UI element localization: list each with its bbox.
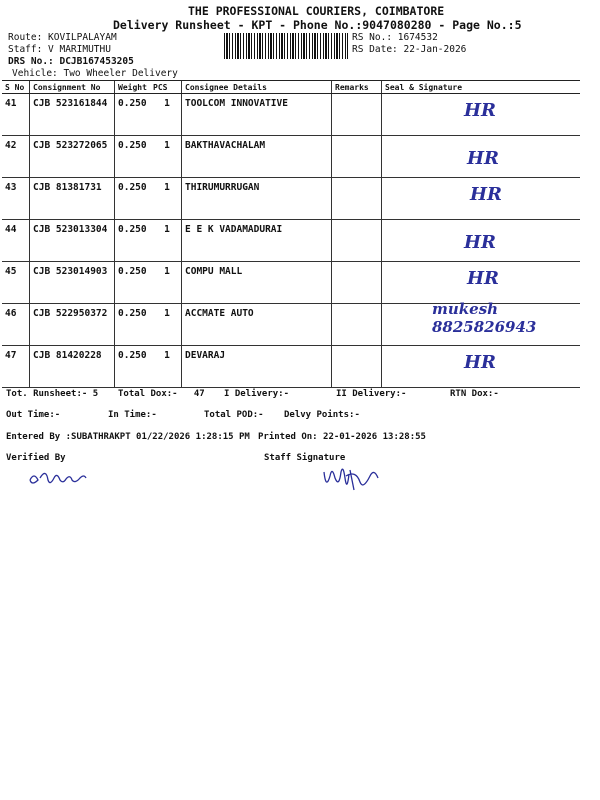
row-consignee: ACCMATE AUTO — [182, 304, 332, 346]
table-row — [2, 262, 580, 304]
vehicle-label: Vehicle: Two Wheeler Delivery — [12, 68, 178, 79]
total-dox: Total Dox:- 47 — [118, 389, 205, 399]
row-weight: 0.250 — [115, 178, 151, 220]
staff-label: Staff: V MARIMUTHU — [8, 44, 111, 55]
route-label: Route: KOVILPALAYAM — [8, 32, 117, 43]
row-weight: 0.250 — [115, 94, 151, 136]
row-consignee: E E K VADAMADURAI — [182, 220, 332, 262]
row-consignee: THIRUMURRUGAN — [182, 178, 332, 220]
row-pcs: 1 — [150, 262, 182, 304]
rtn-dox: RTN Dox:- — [450, 389, 499, 399]
row-consignee: COMPU MALL — [182, 262, 332, 304]
col-pcs: PCS — [150, 81, 182, 94]
table-row — [2, 136, 580, 178]
table-header-row — [2, 81, 580, 94]
total-pod: Total POD:- — [204, 410, 264, 420]
page-title: THE PROFESSIONAL COURIERS, COIMBATORE — [188, 4, 445, 18]
rs-number: RS No.: 1674532 — [352, 32, 438, 43]
row-sno: 46 — [2, 304, 30, 346]
col-consignment: Consignment No — [30, 81, 115, 94]
delivery-signature: HR — [467, 268, 499, 289]
col-remarks: Remarks — [332, 81, 382, 94]
row-sno: 41 — [2, 94, 30, 136]
row-weight: 0.250 — [115, 346, 151, 388]
row-weight: 0.250 — [115, 136, 151, 178]
delivery-signature: HR — [464, 232, 496, 253]
delvy-points: Delvy Points:- — [284, 410, 360, 420]
row-pcs: 1 — [150, 304, 182, 346]
col-consignee: Consignee Details — [182, 81, 332, 94]
ii-delivery: II Delivery:- — [336, 389, 407, 399]
row-consignment: CJB 523014903 — [30, 262, 115, 304]
in-time: In Time:- — [108, 410, 157, 420]
row-seal — [382, 346, 581, 388]
table-row — [2, 178, 580, 220]
delivery-signature: HR — [470, 184, 502, 205]
runsheet-table — [2, 80, 580, 388]
row-seal — [382, 262, 581, 304]
barcode-icon — [224, 33, 348, 59]
row-consignment: CJB 522950372 — [30, 304, 115, 346]
rs-date: RS Date: 22-Jan-2026 — [352, 44, 467, 55]
row-remarks — [332, 262, 382, 304]
row-weight: 0.250 — [115, 220, 151, 262]
row-seal — [382, 94, 581, 136]
row-consignee: TOOLCOM INNOVATIVE — [182, 94, 332, 136]
col-sno: S No — [2, 81, 30, 94]
verified-signature — [26, 466, 126, 490]
row-seal — [382, 300, 581, 346]
row-seal — [382, 220, 581, 262]
delivery-signature: HR — [467, 148, 499, 169]
row-consignment: CJB 523161844 — [30, 94, 115, 136]
row-seal — [382, 136, 581, 178]
verified-by-label: Verified By — [6, 453, 66, 463]
tot-runsheet: Tot. Runsheet:- 5 — [6, 389, 99, 399]
row-remarks — [332, 94, 382, 136]
row-seal — [382, 178, 581, 220]
row-pcs: 1 — [150, 94, 182, 136]
row-remarks — [332, 304, 382, 346]
drs-number: DRS No.: DCJB167453205 — [8, 56, 134, 67]
table-row — [2, 220, 580, 262]
row-sno: 47 — [2, 346, 30, 388]
i-delivery: I Delivery:- — [224, 389, 290, 399]
row-consignment: CJB 81381731 — [30, 178, 115, 220]
row-consignment: CJB 523013304 — [30, 220, 115, 262]
col-seal: Seal & Signature — [382, 81, 581, 94]
table-row — [2, 94, 580, 136]
row-weight: 0.250 — [115, 262, 151, 304]
row-pcs: 1 — [150, 346, 182, 388]
row-remarks — [332, 136, 382, 178]
staff-signature-label: Staff Signature — [264, 453, 346, 463]
entered-by: Entered By :SUBATHRAKPT 01/22/2026 1:28:15 PM — [6, 432, 250, 442]
row-pcs: 1 — [150, 136, 182, 178]
printed-on: Printed On: 22-01-2026 13:28:55 — [258, 432, 426, 442]
row-pcs: 1 — [150, 220, 182, 262]
row-remarks — [332, 178, 382, 220]
runsheet-subtitle: Delivery Runsheet - KPT - Phone No.:9047080280 - Page No.:5 — [113, 18, 522, 32]
delivery-signature: mukesh 8825826943 — [432, 300, 537, 336]
table-row — [2, 304, 580, 346]
row-consignment: CJB 523272065 — [30, 136, 115, 178]
out-time: Out Time:- — [6, 410, 61, 420]
row-sno: 43 — [2, 178, 30, 220]
delivery-signature: HR — [464, 100, 496, 121]
col-weight: Weight — [115, 81, 151, 94]
staff-signature — [320, 462, 390, 498]
row-remarks — [332, 346, 382, 388]
row-consignee: BAKTHAVACHALAM — [182, 136, 332, 178]
row-consignee: DEVARAJ — [182, 346, 332, 388]
table-row — [2, 346, 580, 388]
row-weight: 0.250 — [115, 304, 151, 346]
row-sno: 42 — [2, 136, 30, 178]
row-remarks — [332, 220, 382, 262]
row-consignment: CJB 81420228 — [30, 346, 115, 388]
row-sno: 44 — [2, 220, 30, 262]
row-pcs: 1 — [150, 178, 182, 220]
delivery-signature: HR — [464, 352, 496, 373]
row-sno: 45 — [2, 262, 30, 304]
